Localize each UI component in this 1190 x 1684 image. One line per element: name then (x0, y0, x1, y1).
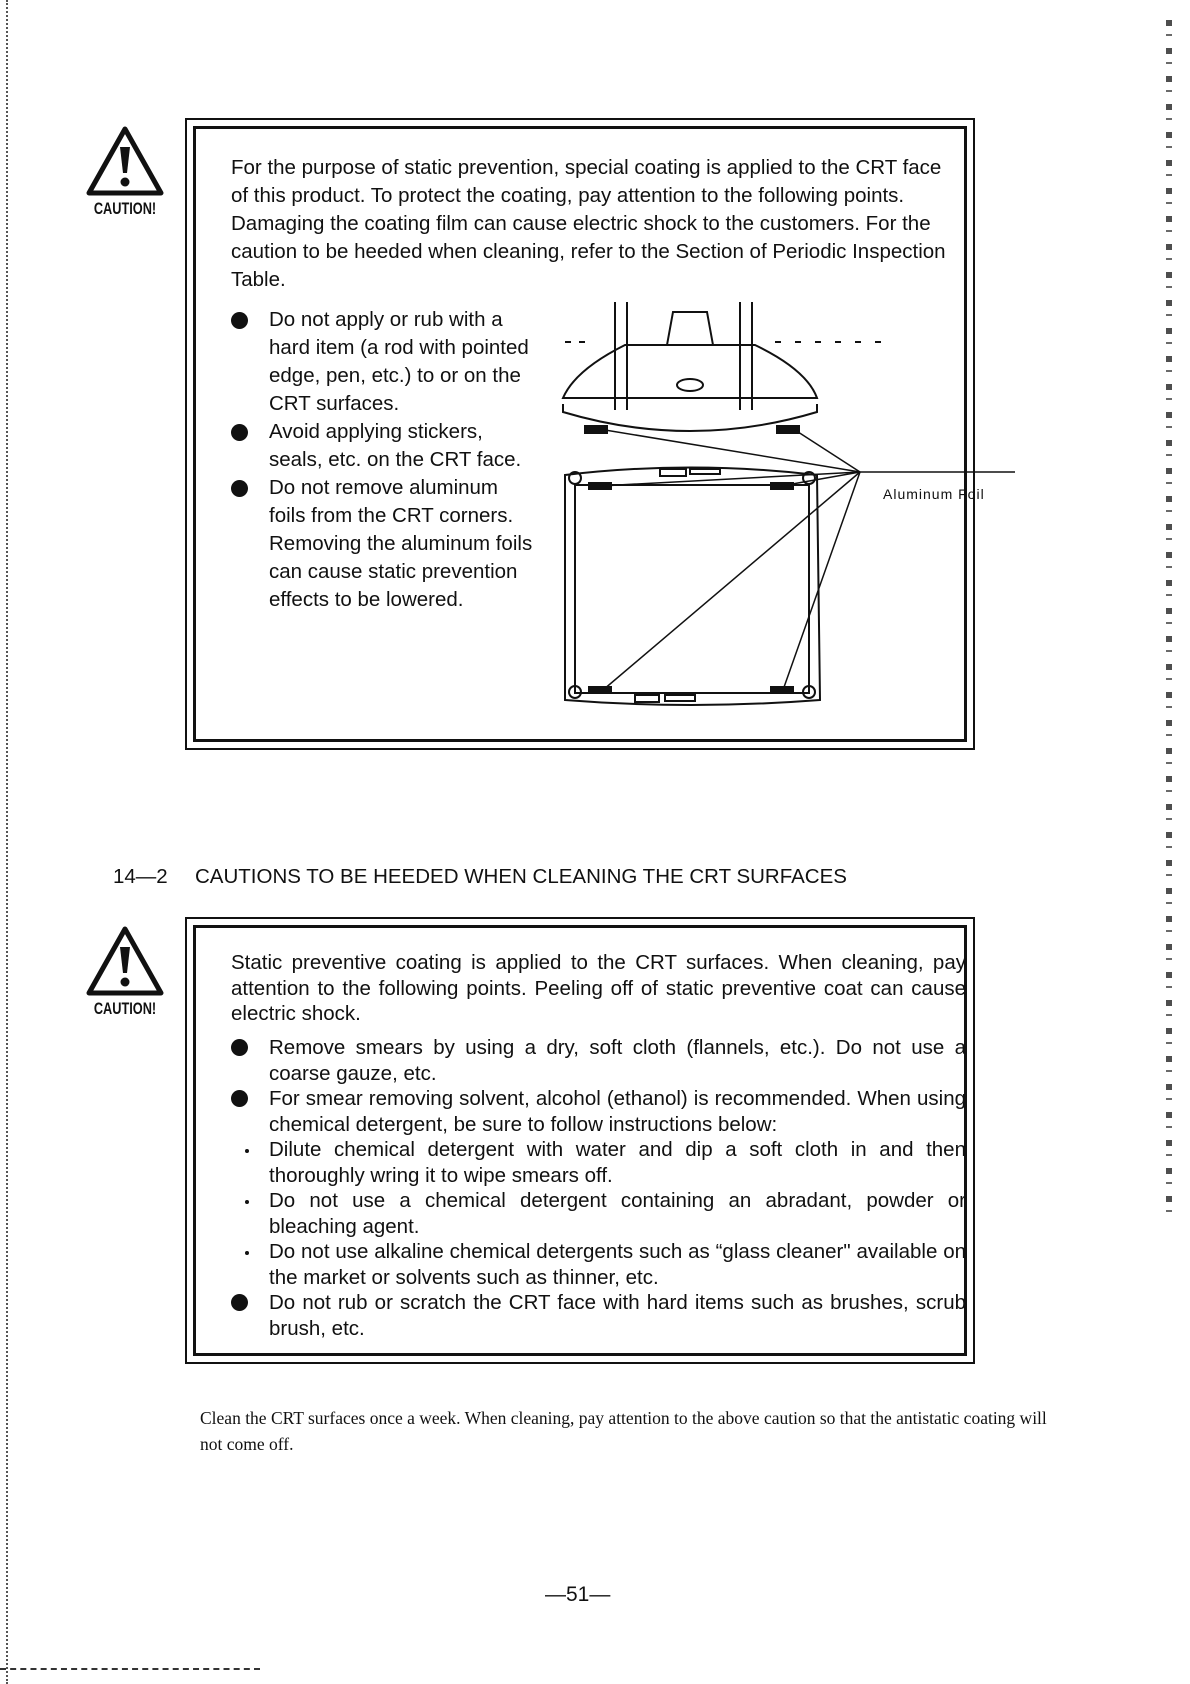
list-item (231, 1290, 966, 1341)
bullet-text: For smear removing solvent, alcohol (ethanol) is recommended. When using chemical detergent, be sure to follow instructions below: (269, 1087, 966, 1136)
section-number: 14—2 (113, 865, 168, 888)
bullet-dot (231, 1294, 248, 1311)
scan-edge-left (6, 0, 10, 1684)
sub-item-text: Do not use alkaline chemical detergents such as “glass cleaner" available on the market or solvents such as thinner, etc. (269, 1240, 966, 1289)
bullet-dot (231, 1039, 248, 1056)
sub-item-text: Do not use a chemical detergent containing an abradant, powder or bleaching agent. (269, 1189, 966, 1238)
sub-list-item (231, 1239, 966, 1290)
sub-list (231, 1137, 966, 1290)
crt-top-view (563, 302, 885, 433)
caution-label: CAUTION! (93, 999, 157, 1018)
sub-list-item (231, 1137, 966, 1188)
caution-box-1-intro: For the purpose of static prevention, special coating is applied to the CRT face of this product. To protect the coating, pay attention to the following points. Damaging the coating film can cause electric shock to the customers. For the caution to be heeded when cleaning, refer to the Section of Periodic Inspection Table. (231, 156, 946, 291)
caution-label: CAUTION! (93, 199, 157, 218)
sub-list-item (231, 1188, 966, 1239)
bullet-text: Remove smears by using a dry, soft cloth (flannels, etc.). Do not use a coarse gauze, etc. (269, 1036, 966, 1085)
cleaning-note: Clean the CRT surfaces once a week. When cleaning, pay attention to the above caution so that the antistatic coating will not come off. (200, 1408, 1047, 1454)
bullet-list (231, 1290, 966, 1341)
list-item (231, 1086, 966, 1137)
sub-item-text: Dilute chemical detergent with water and dip a soft cloth in and then thoroughly wring it to wipe smears off. (269, 1138, 966, 1187)
page-number: —51— (545, 1583, 611, 1606)
list-item (231, 474, 536, 614)
bullet-dot (231, 480, 248, 497)
bullet-dot (231, 1090, 248, 1107)
caution-block-1 (70, 125, 180, 219)
aluminum-foil-label: Aluminum Foil (883, 486, 985, 502)
bullet-dot (231, 424, 248, 441)
bullet-list (231, 1035, 966, 1137)
scan-edge-right (1166, 20, 1172, 1220)
caution-box-1-bullets (231, 306, 536, 614)
section-title: CAUTIONS TO BE HEEDED WHEN CLEANING THE CRT SURFACES (195, 865, 847, 888)
sub-bullet (245, 1251, 249, 1255)
bullet-text: Do not apply or rub with a hard item (a rod with pointed edge, pen, etc.) to or on the CRT surfaces. (269, 308, 529, 415)
crt-figure (555, 300, 1015, 715)
sub-bullet (245, 1200, 249, 1204)
scan-bottom-rule (0, 1668, 260, 1670)
caution-box-2-intro: Static preventive coating is applied to the CRT surfaces. When cleaning, pay attention to the following points. Peeling off of static preventive coat can cause electric shock. (231, 951, 966, 1025)
list-item (231, 418, 536, 474)
list-item (231, 306, 536, 418)
warning-triangle-icon (86, 925, 164, 997)
crt-front-view (565, 468, 820, 706)
bullet-text: Do not rub or scratch the CRT face with hard items such as brushes, scrub brush, etc. (269, 1291, 966, 1340)
bullet-text: Do not remove aluminum foils from the CRT corners. Removing the aluminum foils can cause static prevention effects to be lowered. (269, 476, 533, 611)
caution-block-2 (70, 925, 180, 1019)
list-item (231, 1035, 966, 1086)
bullet-text: Avoid applying stickers, seals, etc. on the CRT face. (269, 420, 522, 471)
sub-bullet (245, 1149, 249, 1153)
caution-box-2-list (231, 1035, 966, 1341)
bullet-dot (231, 312, 248, 329)
warning-triangle-icon (86, 125, 164, 197)
